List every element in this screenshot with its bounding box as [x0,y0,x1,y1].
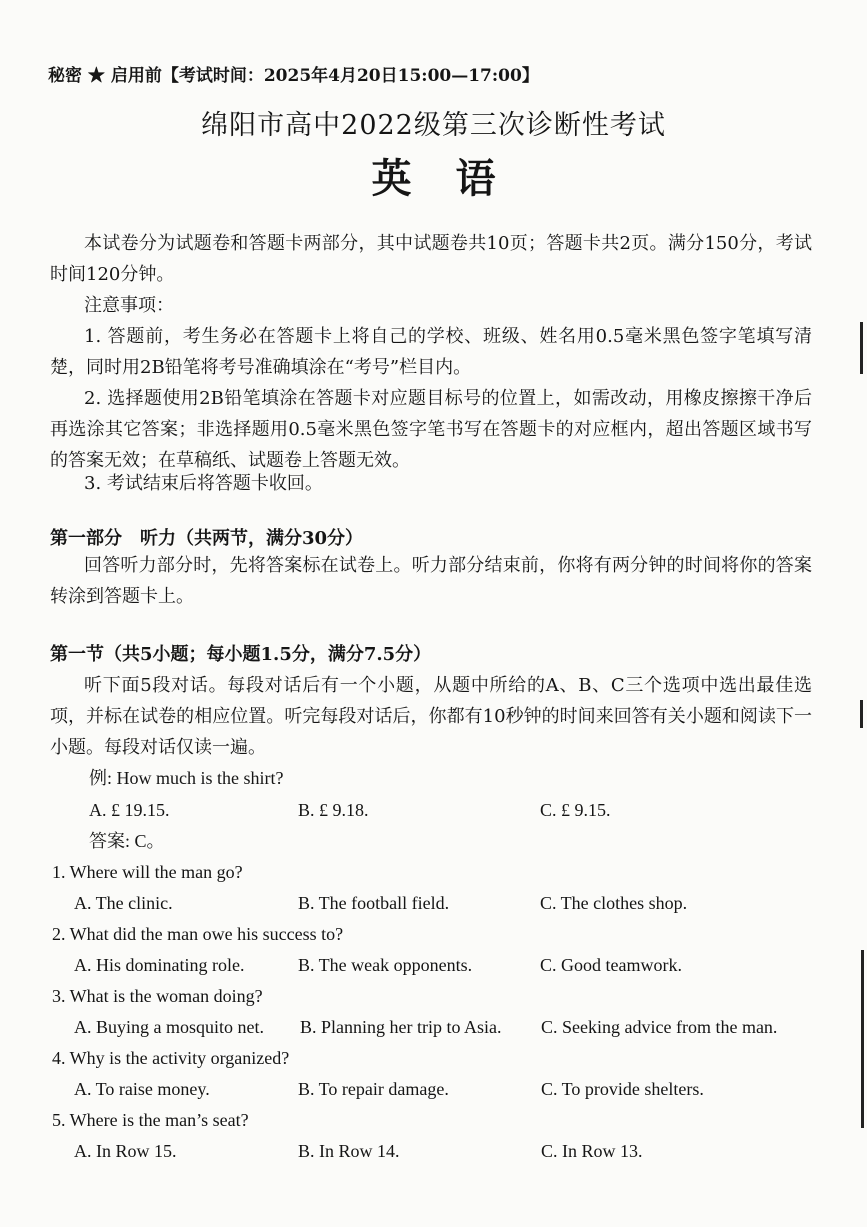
notice-1: 1. 答题前，考生务必在答题卡上将自己的学校、班级、姓名用0.5毫米黑色签字笔填写清楚，同时用2B铅笔将考号准确填涂在“考号”栏目内。 [50,326,812,378]
q1-option-c: C. The clothes shop. [540,893,688,913]
question-2: 2. What did the man owe his success to? [52,924,344,944]
subject-char-2: 语 [455,155,496,202]
example-question: 例: How much is the shirt? [89,768,284,788]
part1-heading: 第一部分 听力（共两节，满分30分） [50,528,364,549]
notice-2: 2. 选择题使用2B铅笔填涂在答题卡对应题目标号的位置上，如需改动，用橡皮擦擦干净后再选涂其它答案；非选择题用0.5毫米黑色签字笔书写在答题卡的对应框内，超出答题区域书写的答案无效；在草稿纸、试题卷上答题无效。 [50,388,812,471]
q5-option-c: C. In Row 13. [541,1141,643,1161]
scan-edge-mark [861,950,864,1128]
exam-title: 绵阳市高中2022级第三次诊断性考试 [201,110,666,141]
q3-option-c: C. Seeking advice from the man. [541,1017,778,1037]
notice-3: 3. 考试结束后将答题卡收回。 [84,473,323,494]
question-4: 4. Why is the activity organized? [52,1048,290,1068]
section1-instructions: 听下面5段对话。每段对话后有一个小题，从题中所给的A、B、C三个选项中选出最佳选项，并标在试卷的相应位置。听完每段对话后，你都有10秒钟的时间来回答有关小题和阅读下一小题。每段对话仅读一遍。 [50,675,812,758]
q2-option-a: A. His dominating role. [74,955,245,975]
q5-option-b: B. In Row 14. [298,1141,400,1161]
q2-option-c: C. Good teamwork. [540,955,682,975]
subject-title [0,153,867,205]
section1-heading: 第一节（共5小题；每小题1.5分，满分7.5分） [50,644,432,665]
q1-option-a: A. The clinic. [74,893,173,913]
q4-option-b: B. To repair damage. [298,1079,449,1099]
q2-option-b: B. The weak opponents. [298,955,473,975]
intro-paragraph: 本试卷分为试题卷和答题卡两部分，其中试题卷共10页；答题卡共2页。满分150分，考试时间120分钟。 [50,233,812,285]
q1-option-b: B. The football field. [298,893,450,913]
question-1: 1. Where will the man go? [52,862,243,882]
subject-char-1: 英 [371,155,412,202]
question-3: 3. What is the woman doing? [52,986,263,1006]
q5-option-a: A. In Row 15. [74,1141,177,1161]
q4-option-c: C. To provide shelters. [541,1079,704,1099]
q4-option-a: A. To raise money. [74,1079,210,1099]
q3-option-a: A. Buying a mosquito net. [74,1017,264,1037]
example-answer: 答案: C。 [89,831,165,851]
part1-instructions: 回答听力部分时，先将答案标在试卷上。听力部分结束前，你将有两分钟的时间将你的答案转涂到答题卡上。 [50,555,812,607]
notice-title: 注意事项： [84,295,174,316]
q3-option-b: B. Planning her trip to Asia. [300,1017,502,1037]
example-option-c: C. £ 9.15. [540,800,611,820]
question-5: 5. Where is the man’s seat? [52,1110,249,1130]
scan-edge-mark [860,322,863,374]
example-option-a: A. £ 19.15. [89,800,170,820]
example-option-b: B. £ 9.18. [298,800,369,820]
scan-edge-mark [860,700,863,728]
exam-time-header: 秘密 ★ 启用前【考试时间：2025年4月20日15:00—17:00】 [48,66,539,86]
